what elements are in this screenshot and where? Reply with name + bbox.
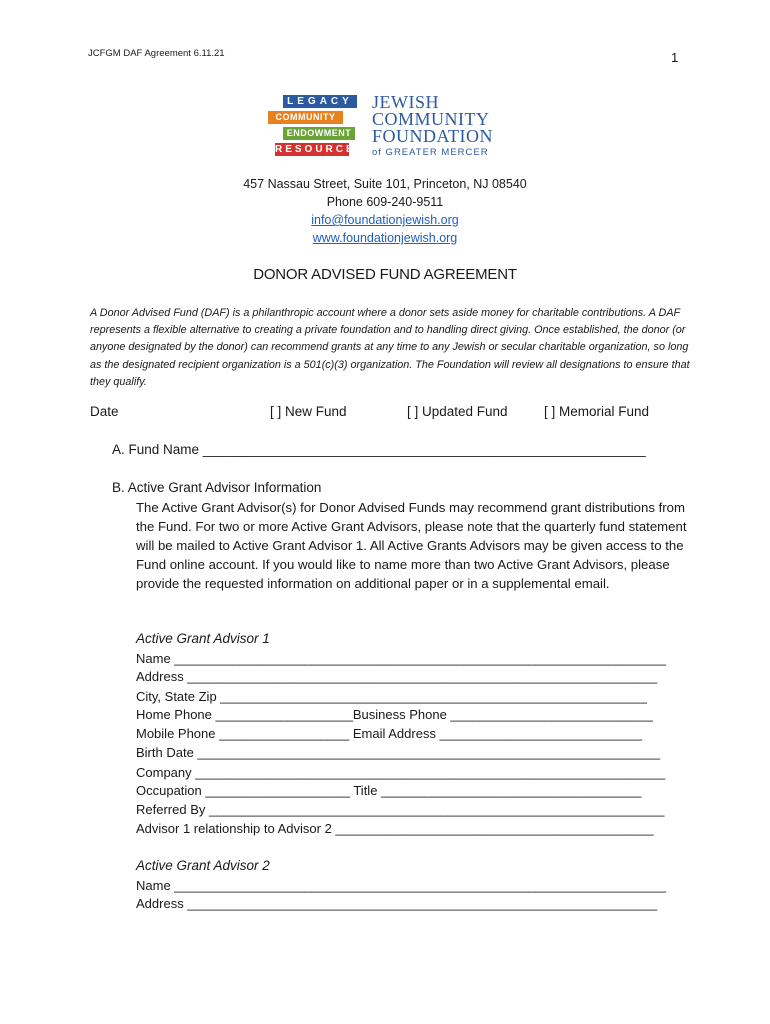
logo-name-line-3: FOUNDATION	[372, 126, 493, 146]
logo-bar-resource: RESOURCE	[275, 144, 356, 155]
address-street: 457 Nassau Street, Suite 101, Princeton, NJ 08540	[243, 177, 527, 191]
advisor-1-birth-date-field[interactable]: Birth Date ________________________________________________________________	[136, 745, 661, 760]
advisor-1-phone-fields[interactable]: Home Phone ___________________Business Phone ____________________________	[136, 707, 653, 722]
advisor-1-relationship-field[interactable]: Advisor 1 relationship to Advisor 2 ____________________________________________	[136, 821, 654, 836]
advisor-1-referred-by-field[interactable]: Referred By _______________________________________________________________	[136, 802, 665, 817]
logo-bar-legacy: LEGACY	[283, 95, 357, 108]
advisor-1-company-field[interactable]: Company _________________________________________________________________	[136, 765, 666, 780]
email-link[interactable]: info@foundationjewish.org	[311, 213, 459, 227]
memorial-fund-checkbox[interactable]: [ ] Memorial Fund	[544, 404, 650, 419]
logo-tagline: of GREATER MERCER	[372, 147, 489, 158]
address-phone: Phone 609-240-9511	[326, 195, 444, 209]
section-b-body: The Active Grant Advisor(s) for Donor Advised Funds may recommend grant distributions from the Fund. For two or more Active Grant Advisors, please note that the quarterly fund statement will be mailed to Active Grant Advisor 1. All Active Grants Advisors may be given access to the Fund online account. If you would like to name more than two Active Grant Advisors, please provide the requested information on additional paper or in a supplemental email.	[136, 500, 687, 591]
logo-name-line-2: COMMUNITY	[372, 109, 490, 129]
document-title: DONOR ADVISED FUND AGREEMENT	[253, 266, 517, 283]
advisor-2-address-field[interactable]: Address _________________________________________________________________	[136, 896, 658, 911]
website-link[interactable]: www.foundationjewish.org	[312, 231, 458, 245]
fund-name-field[interactable]: A. Fund Name ___________________________________________________________	[112, 442, 646, 457]
advisor-2-name-field[interactable]: Name ____________________________________________________________________	[136, 878, 666, 893]
advisor-1-name-field[interactable]: Name ____________________________________________________________________	[136, 651, 666, 666]
advisor-2-heading: Active Grant Advisor 2	[136, 858, 270, 873]
page-number: 1	[671, 50, 679, 65]
logo-bar-endowment: ENDOWMENT	[283, 127, 355, 140]
advisor-1-city-state-zip-field[interactable]: City, State Zip ___________________________________________________________	[136, 689, 647, 704]
advisor-1-address-field[interactable]: Address _________________________________________________________________	[136, 669, 658, 684]
date-label: Date	[90, 404, 119, 419]
advisor-1-mobile-email-fields[interactable]: Mobile Phone __________________ Email Address ____________________________	[136, 726, 643, 741]
advisor-1-heading: Active Grant Advisor 1	[136, 631, 270, 646]
section-b-heading: B. Active Grant Advisor Information	[112, 480, 322, 495]
logo-name-line-1: JEWISH	[372, 92, 439, 112]
updated-fund-checkbox[interactable]: [ ] Updated Fund	[407, 404, 508, 419]
new-fund-checkbox[interactable]: [ ] New Fund	[270, 404, 347, 419]
logo-bar-community: COMMUNITY	[268, 111, 343, 124]
intro-paragraph: A Donor Advised Fund (DAF) is a philanthropic account where a donor sets aside money for charitable contributions. A DAF represents a flexible alternative to creating a private foundation and to handling direct giving. Once established, the donor (or anyone designated by the donor) can recommend grants at any time to any Jewish or secular charitable organization, so long as the designated recipient organization is a 501(c)(3) organization. The Foundation will review all designations to ensure that they qualify.	[90, 307, 690, 388]
advisor-1-occupation-title-fields[interactable]: Occupation ____________________ Title ____________________________________	[136, 783, 642, 798]
document-reference: JCFGM DAF Agreement 6.11.21	[88, 48, 225, 59]
